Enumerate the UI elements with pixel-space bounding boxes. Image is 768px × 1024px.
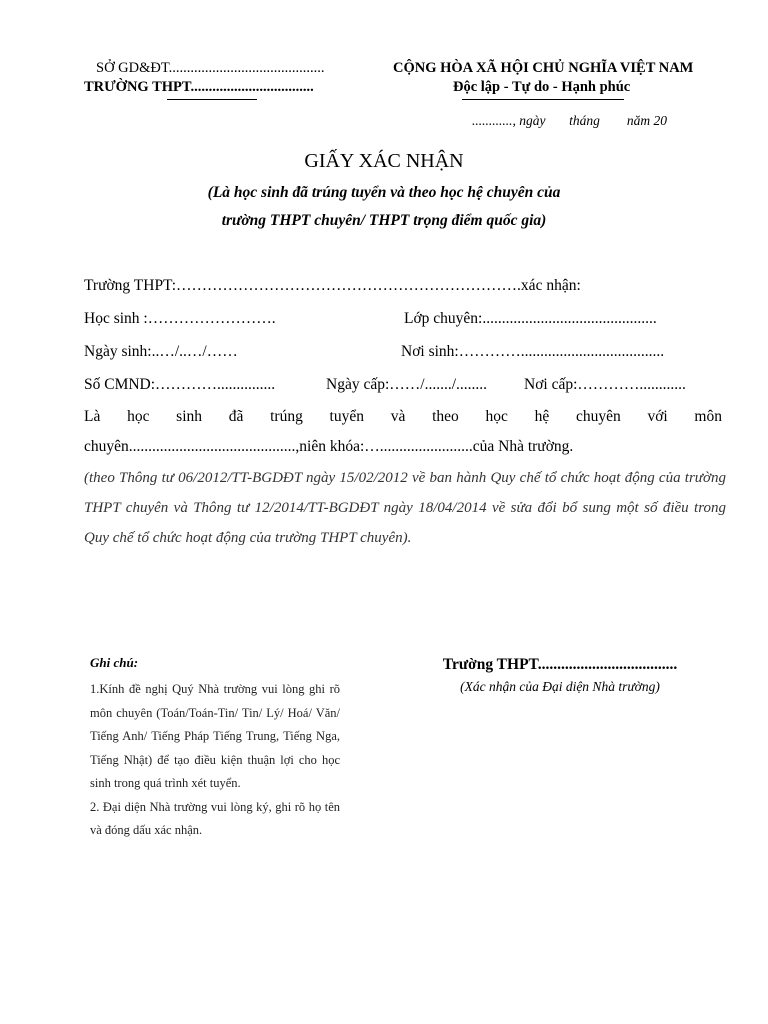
notes-list — [90, 678, 340, 843]
document-subtitle-line1: (Là học sinh đã trúng tuyển và theo học hệ chuyên của — [207, 184, 561, 201]
birth-date-field: Ngày sinh:..…/..…/…… — [84, 343, 238, 360]
statement-line2: chuyên...........................................,niên khóa:…........................của Nhà trường. — [84, 438, 574, 455]
legal-reference-note: (theo Thông tư 06/2012/TT-BGDĐT ngày 15/02/2012 về ban hành Quy chế tổ chức hoạt động của trường THPT chuyên và Thông tư 12/2014/TT-BGDĐT ngày 18/04/2014 về sửa đổi bổ sung một số điều trong Quy chế tổ chức hoạt động của trường THPT chuyên). — [84, 470, 726, 546]
school-confirm-field: Trường THPT:………………………………………………………….xác nhận: — [84, 277, 581, 294]
birth-place-field: Nơi sinh:…………..................................... — [401, 343, 665, 360]
school-underline — [167, 99, 257, 100]
specialized-class-field: Lớp chuyên:............................................. — [404, 310, 657, 327]
statement-line1: Là học sinh đã trúng tuyển và theo học hệ chuyên với môn — [84, 408, 722, 425]
signature-note: (Xác nhận của Đại diện Nhà trường) — [460, 679, 660, 694]
id-number-field: Số CMND:…………............... — [84, 376, 276, 393]
date-line: ............, ngày tháng năm 20 — [472, 113, 667, 128]
school-label: TRƯỜNG THPT.................................. — [84, 79, 314, 95]
department-label: SỞ GD&ĐT........................................... — [96, 60, 325, 76]
student-name-field: Học sinh :……………………. — [84, 310, 276, 327]
national-motto: Độc lập - Tự do - Hạnh phúc — [453, 79, 631, 95]
issue-date-field: Ngày cấp:……/......./........ — [326, 376, 488, 393]
signature-school-label: Trường THPT.................................... — [442, 656, 678, 673]
note-item-2: 2. Đại diện Nhà trường vui lòng ký, ghi rõ họ tên và đóng dấu xác nhận. — [90, 799, 340, 837]
motto-underline — [462, 99, 624, 100]
note-item-1: 1.Kính đề nghị Quý Nhà trường vui lòng ghi rõ môn chuyên (Toán/Toán-Tin/ Tin/ Lý/ Hoá/ Văn/ Tiếng Anh/ Tiếng Pháp Tiếng Trung, Tiếng Nga, Tiếng Nhật) để tạo điều kiện thuận lợi cho học sinh trong quá trình xét tuyển. — [90, 682, 340, 790]
document-subtitle-line2: trường THPT chuyên/ THPT trọng điểm quốc gia) — [221, 212, 547, 229]
notes-heading: Ghi chú: — [90, 655, 139, 670]
issue-place-field: Nơi cấp:…………............ — [524, 376, 686, 393]
document-title: GIẤY XÁC NHẬN — [304, 150, 464, 172]
national-title: CỘNG HÒA XÃ HỘI CHỦ NGHĨA VIỆT NAM — [393, 60, 694, 76]
